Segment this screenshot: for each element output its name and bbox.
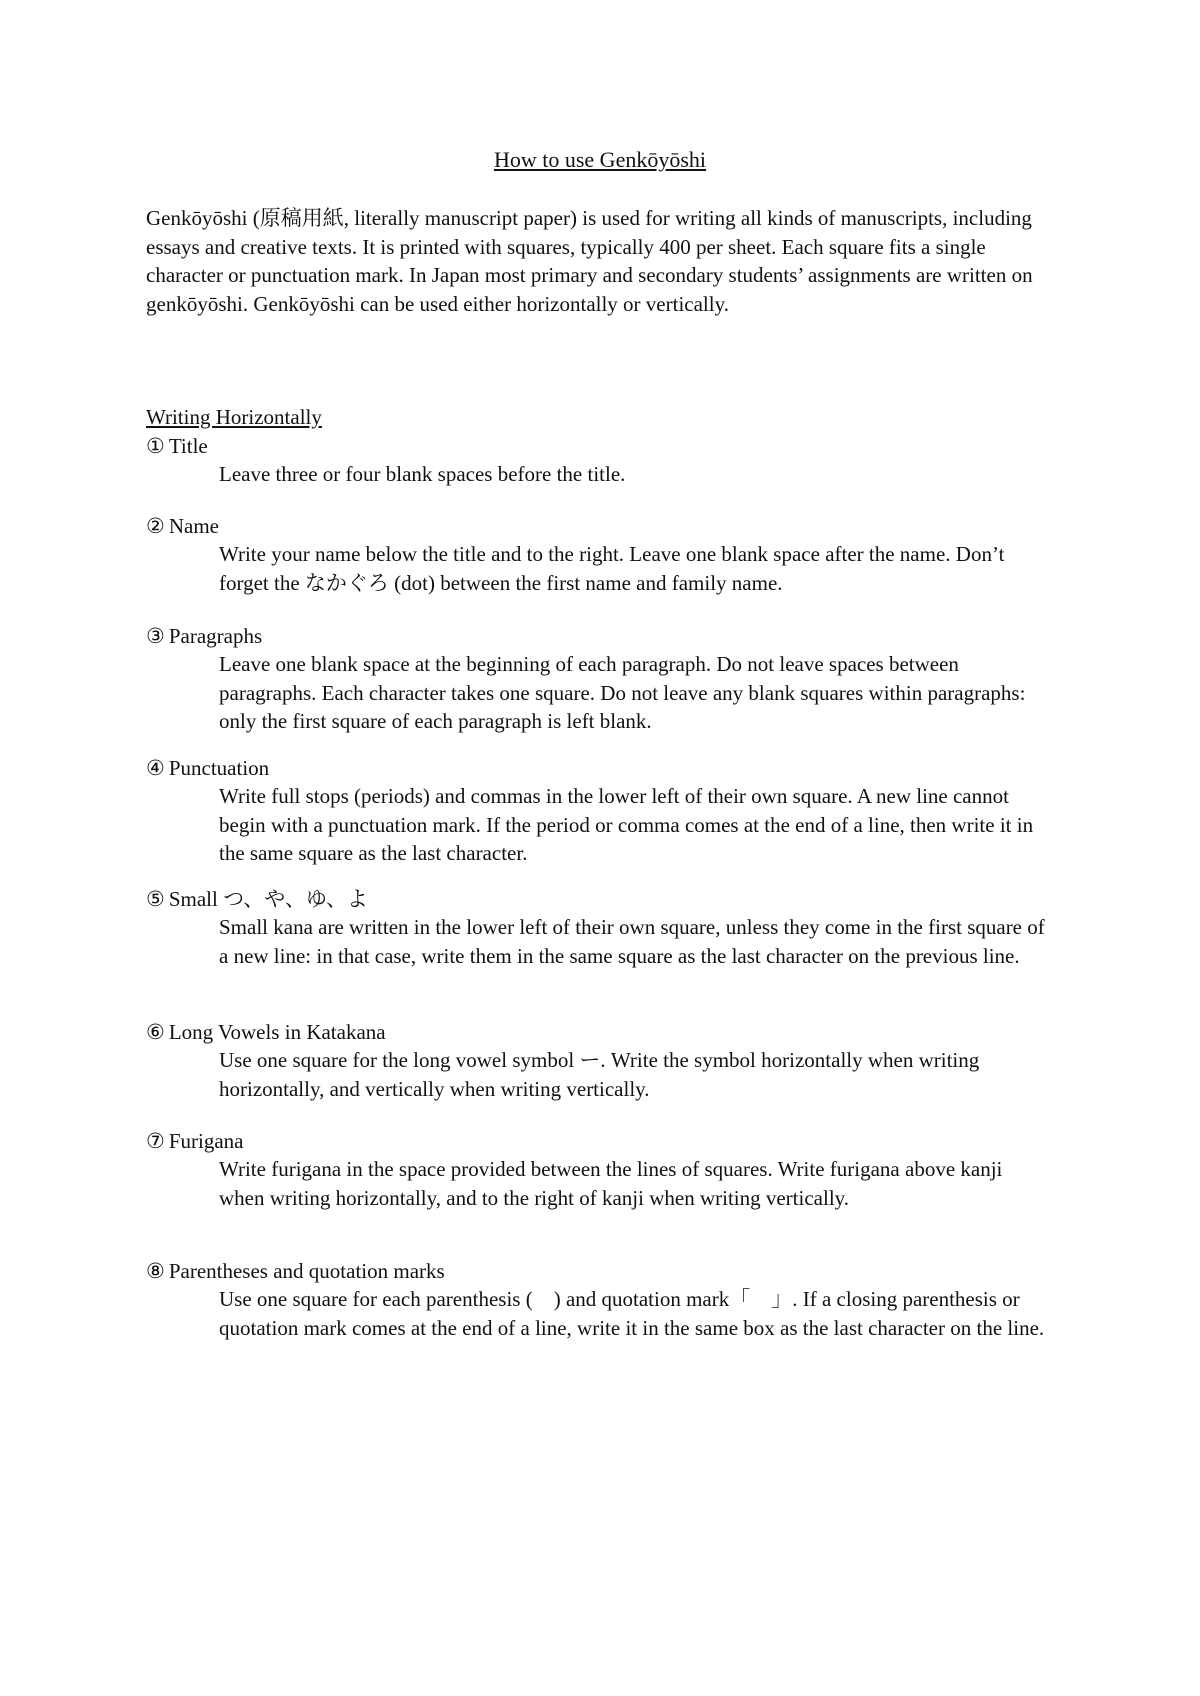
document-title: How to use Genkōyōshi — [493, 147, 707, 172]
item-number: ⑤ — [146, 887, 165, 911]
item-heading — [146, 754, 1046, 782]
item-body: Use one square for the long vowel symbol ー. Write the symbol horizontally when writing horizontally, and vertically when writing vertically. — [219, 1048, 980, 1101]
item-body: Small kana are written in the lower left of their own square, unless they come in the first square of a new line: in that case, write them in the same square as the last character on the previous line. — [219, 915, 1045, 968]
item-heading-text: Parentheses and quotation marks — [168, 1259, 445, 1283]
item-punctuation — [146, 754, 1046, 868]
item-body: Leave three or four blank spaces before the title. — [219, 462, 626, 486]
item-number: ⑦ — [146, 1129, 165, 1153]
item-heading — [146, 622, 1046, 650]
item-parentheses — [146, 1257, 1046, 1342]
item-number: ③ — [146, 624, 165, 648]
item-number: ⑧ — [146, 1259, 165, 1283]
item-body: Write your name below the title and to the right. Leave one blank space after the name. Don’t forget the なかぐろ (dot) between the first name and family name. — [219, 542, 1005, 595]
item-heading-text: Paragraphs — [168, 624, 263, 648]
item-heading — [146, 1127, 1046, 1155]
intro-paragraph: Genkōyōshi (原稿用紙, literally manuscript paper) is used for writing all kinds of manuscripts, including essays and creative texts. It is printed with squares, typically 400 per sheet. Each square fits a single character or punctuation mark. In Japan most primary and secondary students’ assignments are written on genkōyōshi. Genkōyōshi can be used either horizontally or vertically. — [146, 206, 1033, 316]
item-heading — [146, 512, 1046, 540]
item-heading-text: Long Vowels in Katakana — [168, 1020, 386, 1044]
item-long-vowels — [146, 1018, 1046, 1103]
item-heading-text: Title — [168, 434, 208, 458]
item-number: ⑥ — [146, 1020, 165, 1044]
item-heading-text: Punctuation — [168, 756, 270, 780]
item-small-kana — [146, 885, 1046, 970]
item-heading-text: Name — [168, 514, 219, 538]
item-title — [146, 432, 1046, 489]
item-body: Use one square for each parenthesis ( ) and quotation mark「 」. If a closing parenthesis or quotation mark comes at the end of a line, write it in the same box as the last character on the line. — [219, 1287, 1045, 1340]
item-heading-text: Furigana — [168, 1129, 244, 1153]
item-heading-text: Small つ、や、ゆ、よ — [168, 887, 368, 911]
item-paragraphs — [146, 622, 1046, 736]
item-heading — [146, 1018, 1046, 1046]
item-body: Leave one blank space at the beginning of each paragraph. Do not leave spaces between paragraphs. Each character takes one square. Do not leave any blank squares within paragraphs: only the first square of each paragraph is left blank. — [219, 652, 1026, 733]
item-body: Write furigana in the space provided between the lines of squares. Write furigana above kanji when writing horizontally, and to the right of kanji when writing vertically. — [219, 1157, 1003, 1210]
item-number: ② — [146, 514, 165, 538]
item-number: ④ — [146, 756, 165, 780]
item-number: ① — [146, 434, 165, 458]
item-heading — [146, 1257, 1046, 1285]
section-heading: Writing Horizontally — [146, 405, 322, 429]
item-furigana — [146, 1127, 1046, 1212]
item-name — [146, 512, 1046, 597]
item-heading — [146, 885, 1046, 913]
item-body: Write full stops (periods) and commas in the lower left of their own square. A new line cannot begin with a punctuation mark. If the period or comma comes at the end of a line, then write it in the same square as the last character. — [219, 784, 1034, 865]
item-heading — [146, 432, 1046, 460]
